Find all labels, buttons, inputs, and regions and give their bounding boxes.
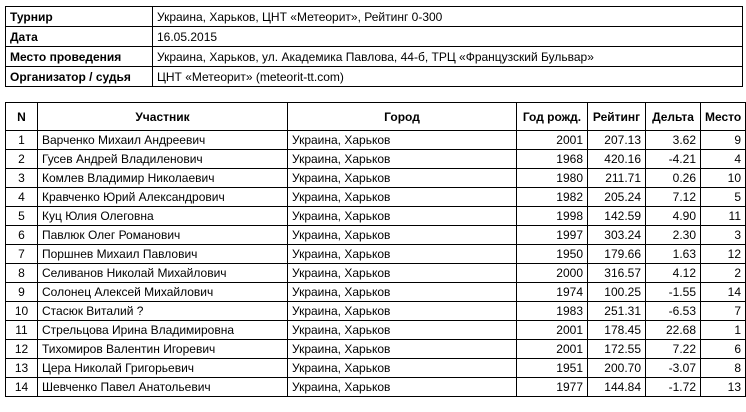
cell-rating: 316.57 — [588, 264, 646, 283]
cell-city: Украина, Харьков — [288, 169, 517, 188]
cell-delta: 3.62 — [646, 131, 701, 150]
cell-name: Куц Юлия Олеговна — [38, 207, 288, 226]
cell-city: Украина, Харьков — [288, 245, 517, 264]
cell-city: Украина, Харьков — [288, 302, 517, 321]
cell-rating: 100.25 — [588, 283, 646, 302]
cell-n: 9 — [6, 283, 38, 302]
cell-rating: 144.84 — [588, 378, 646, 397]
cell-year: 2001 — [517, 131, 588, 150]
cell-name: Шевченко Павел Анатольевич — [38, 378, 288, 397]
cell-year: 1982 — [517, 188, 588, 207]
cell-place: 8 — [701, 359, 746, 378]
cell-year: 1998 — [517, 207, 588, 226]
tournament-label: Турнир — [6, 7, 153, 27]
header-delta: Дельта — [646, 103, 701, 131]
organizer-value: ЦНТ «Метеорит» (meteorit-tt.com) — [153, 67, 743, 87]
cell-place: 5 — [701, 188, 746, 207]
table-row — [6, 378, 746, 397]
info-row-organizer — [6, 67, 743, 87]
header-city: Город — [288, 103, 517, 131]
cell-delta: 22.68 — [646, 321, 701, 340]
cell-n: 10 — [6, 302, 38, 321]
cell-rating: 211.71 — [588, 169, 646, 188]
table-row — [6, 188, 746, 207]
table-row — [6, 264, 746, 283]
cell-name: Тихомиров Валентин Игоревич — [38, 340, 288, 359]
venue-label: Место проведения — [6, 47, 153, 67]
cell-year: 1951 — [517, 359, 588, 378]
cell-place: 10 — [701, 169, 746, 188]
cell-n: 12 — [6, 340, 38, 359]
cell-year: 1977 — [517, 378, 588, 397]
cell-city: Украина, Харьков — [288, 264, 517, 283]
header-place: Место — [701, 103, 746, 131]
cell-year: 2001 — [517, 340, 588, 359]
cell-n: 11 — [6, 321, 38, 340]
header-name: Участник — [38, 103, 288, 131]
cell-name: Солонец Алексей Михайлович — [38, 283, 288, 302]
cell-place: 2 — [701, 264, 746, 283]
cell-n: 6 — [6, 226, 38, 245]
cell-city: Украина, Харьков — [288, 207, 517, 226]
cell-place: 9 — [701, 131, 746, 150]
cell-place: 1 — [701, 321, 746, 340]
cell-n: 2 — [6, 150, 38, 169]
cell-delta: 2.30 — [646, 226, 701, 245]
table-row — [6, 359, 746, 378]
cell-name: Стрельцова Ирина Владимировна — [38, 321, 288, 340]
cell-delta: 4.90 — [646, 207, 701, 226]
cell-place: 4 — [701, 150, 746, 169]
table-row — [6, 321, 746, 340]
header-year: Год рожд. — [517, 103, 588, 131]
info-row-date — [6, 27, 743, 47]
cell-n: 3 — [6, 169, 38, 188]
cell-city: Украина, Харьков — [288, 188, 517, 207]
table-row — [6, 226, 746, 245]
cell-name: Павлюк Олег Романович — [38, 226, 288, 245]
cell-delta: 7.22 — [646, 340, 701, 359]
cell-year: 1950 — [517, 245, 588, 264]
cell-city: Украина, Харьков — [288, 340, 517, 359]
organizer-label: Организатор / судья — [6, 67, 153, 87]
cell-place: 7 — [701, 302, 746, 321]
cell-year: 2001 — [517, 321, 588, 340]
info-row-venue — [6, 47, 743, 67]
cell-delta: -3.07 — [646, 359, 701, 378]
cell-name: Цера Николай Григорьевич — [38, 359, 288, 378]
venue-value: Украина, Харьков, ул. Академика Павлова, 44-б, ТРЦ «Французский Бульвар» — [153, 47, 743, 67]
cell-year: 2000 — [517, 264, 588, 283]
cell-delta: 1.63 — [646, 245, 701, 264]
cell-rating: 420.16 — [588, 150, 646, 169]
table-row — [6, 302, 746, 321]
cell-delta: 0.26 — [646, 169, 701, 188]
tournament-info-table — [5, 6, 743, 87]
cell-place: 12 — [701, 245, 746, 264]
cell-city: Украина, Харьков — [288, 150, 517, 169]
cell-n: 8 — [6, 264, 38, 283]
cell-n: 14 — [6, 378, 38, 397]
table-row — [6, 245, 746, 264]
cell-n: 4 — [6, 188, 38, 207]
header-rating: Рейтинг — [588, 103, 646, 131]
cell-rating: 179.66 — [588, 245, 646, 264]
cell-year: 1983 — [517, 302, 588, 321]
table-row — [6, 150, 746, 169]
cell-place: 13 — [701, 378, 746, 397]
cell-delta: -4.21 — [646, 150, 701, 169]
cell-city: Украина, Харьков — [288, 226, 517, 245]
cell-year: 1974 — [517, 283, 588, 302]
results-header-row — [6, 103, 746, 131]
header-n: N — [6, 103, 38, 131]
cell-rating: 200.70 — [588, 359, 646, 378]
cell-city: Украина, Харьков — [288, 131, 517, 150]
cell-year: 1997 — [517, 226, 588, 245]
cell-name: Селиванов Николай Михайлович — [38, 264, 288, 283]
cell-place: 3 — [701, 226, 746, 245]
cell-year: 1980 — [517, 169, 588, 188]
tournament-value: Украина, Харьков, ЦНТ «Метеорит», Рейтинг 0-300 — [153, 7, 743, 27]
cell-n: 13 — [6, 359, 38, 378]
cell-city: Украина, Харьков — [288, 283, 517, 302]
cell-delta: -1.55 — [646, 283, 701, 302]
table-row — [6, 207, 746, 226]
cell-name: Стасюк Виталий ? — [38, 302, 288, 321]
cell-rating: 207.13 — [588, 131, 646, 150]
cell-rating: 178.45 — [588, 321, 646, 340]
date-value: 16.05.2015 — [153, 27, 743, 47]
info-row-tournament — [6, 7, 743, 27]
table-row — [6, 283, 746, 302]
cell-n: 7 — [6, 245, 38, 264]
cell-place: 14 — [701, 283, 746, 302]
cell-name: Комлев Владимир Николаевич — [38, 169, 288, 188]
cell-city: Украина, Харьков — [288, 359, 517, 378]
date-label: Дата — [6, 27, 153, 47]
cell-name: Гусев Андрей Владиленович — [38, 150, 288, 169]
cell-year: 1968 — [517, 150, 588, 169]
cell-delta: 4.12 — [646, 264, 701, 283]
cell-rating: 303.24 — [588, 226, 646, 245]
table-row — [6, 340, 746, 359]
cell-name: Поршнев Михаил Павлович — [38, 245, 288, 264]
cell-name: Кравченко Юрий Александрович — [38, 188, 288, 207]
cell-name: Варченко Михаил Андреевич — [38, 131, 288, 150]
results-table — [5, 102, 746, 397]
cell-rating: 172.55 — [588, 340, 646, 359]
cell-n: 5 — [6, 207, 38, 226]
cell-place: 6 — [701, 340, 746, 359]
table-row — [6, 131, 746, 150]
cell-rating: 205.24 — [588, 188, 646, 207]
cell-rating: 142.59 — [588, 207, 646, 226]
cell-city: Украина, Харьков — [288, 378, 517, 397]
cell-delta: -1.72 — [646, 378, 701, 397]
cell-delta: 7.12 — [646, 188, 701, 207]
cell-rating: 251.31 — [588, 302, 646, 321]
cell-delta: -6.53 — [646, 302, 701, 321]
cell-n: 1 — [6, 131, 38, 150]
cell-city: Украина, Харьков — [288, 321, 517, 340]
table-row — [6, 169, 746, 188]
cell-place: 11 — [701, 207, 746, 226]
